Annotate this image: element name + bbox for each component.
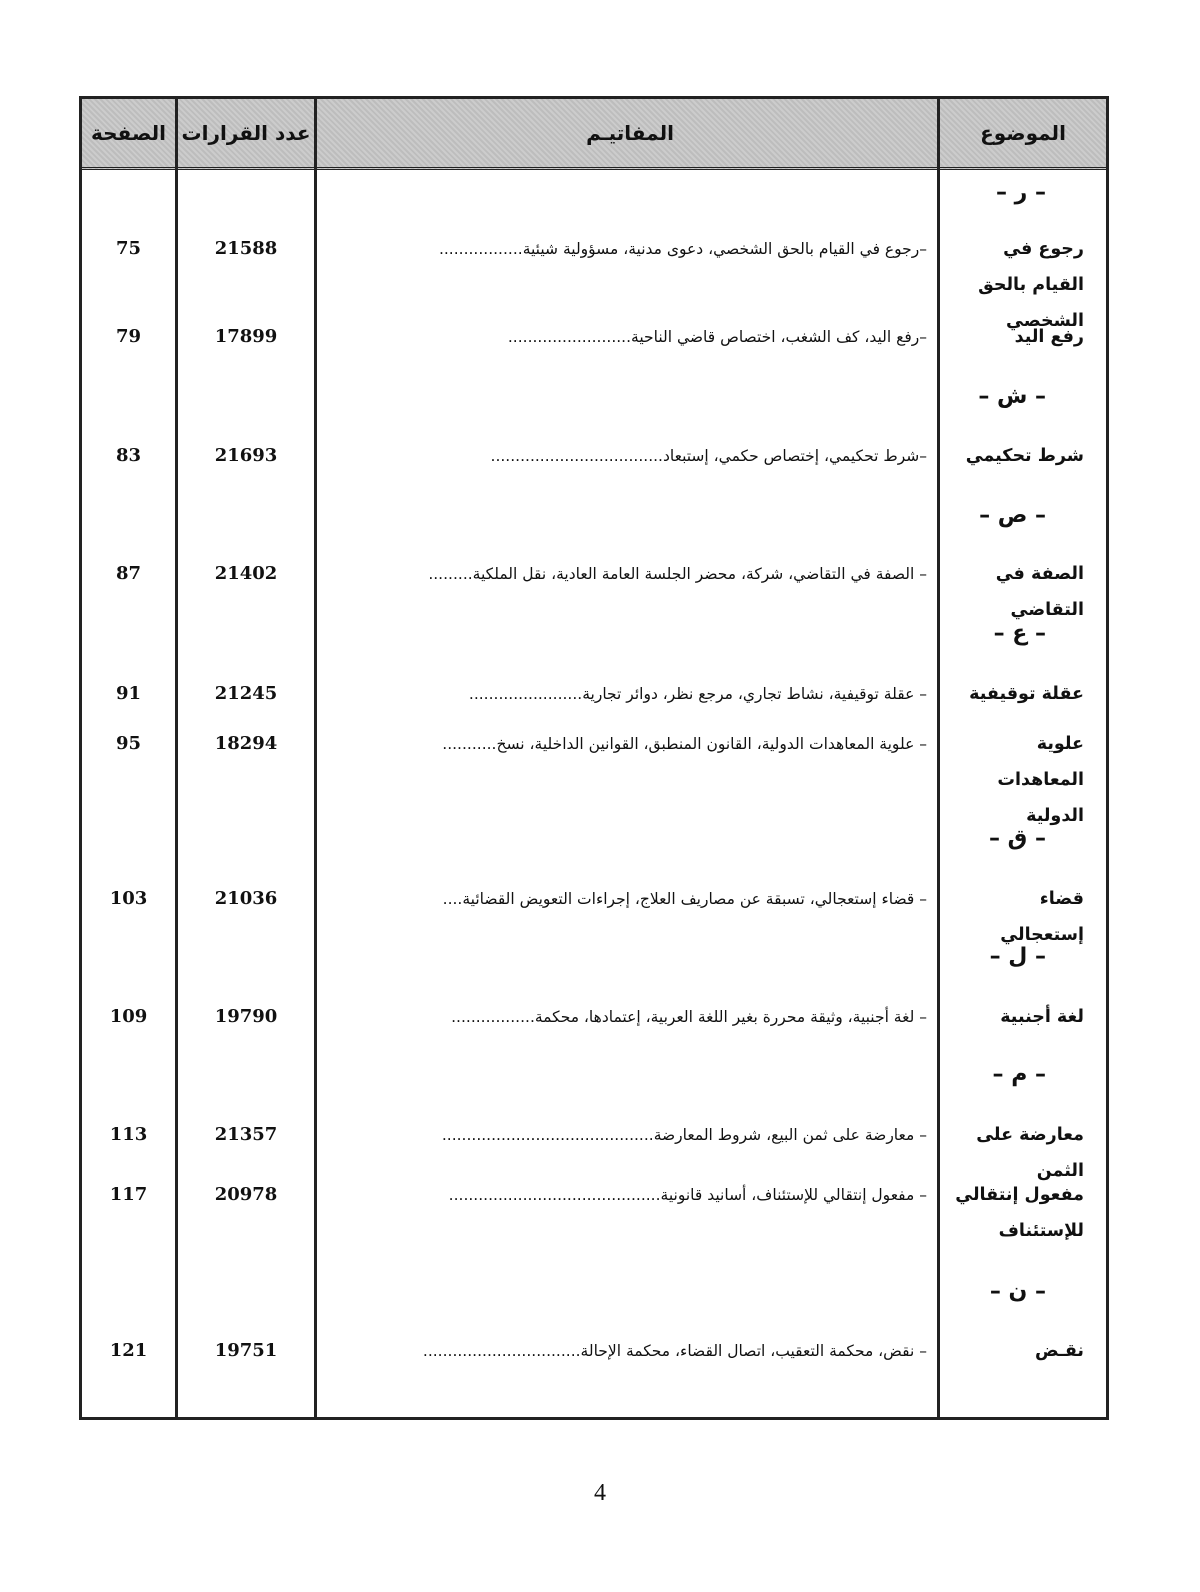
subject-cell: شرط تحكيمي	[965, 446, 1084, 466]
subject-cell: عقلة توقيفية	[969, 684, 1084, 704]
page-cell: 113	[109, 1124, 148, 1145]
subject-cell: رفع اليد	[1014, 327, 1084, 347]
decision-number-cell: 21402	[214, 563, 278, 584]
decision-number-cell: 21588	[214, 238, 278, 259]
decision-number-cell: 19790	[214, 1006, 278, 1027]
page-number: 4	[594, 1480, 606, 1506]
page-cell: 79	[115, 326, 142, 347]
keywords-cell: – قضاء إستعجالي، تسبقة عن مصاريف العلاج، إجراءات التعويض القضائية....	[442, 890, 927, 908]
section-letter: – ع –	[993, 621, 1046, 646]
page-cell: 91	[115, 683, 142, 704]
keywords-cell: – نقض، محكمة التعقيب، اتصال القضاء، محكمة الإحالة................................	[422, 1342, 927, 1360]
page-cell: 109	[109, 1006, 148, 1027]
header-decision-count: عدد القرارات	[181, 121, 311, 145]
table-header	[82, 99, 1106, 170]
table-body	[82, 170, 1106, 1417]
page-cell: 103	[109, 888, 148, 909]
page-cell: 87	[115, 563, 142, 584]
section-letter: – ن –	[989, 1279, 1046, 1304]
keywords-cell: – الصفة في التقاضي، شركة، محضر الجلسة العامة العادية، نقل الملكية.........	[428, 565, 927, 583]
keywords-cell: –رفع اليد، كف الشغب، اختصاص قاضي الناحية.........................	[507, 328, 927, 346]
page-cell: 95	[115, 733, 142, 754]
subject-cell: نقـض	[1034, 1341, 1084, 1361]
decision-number-cell: 17899	[214, 326, 278, 347]
section-letter: – ق –	[989, 826, 1046, 851]
section-letter: – ش –	[978, 384, 1046, 409]
keywords-cell: –رجوع في القيام بالحق الشخصي، دعوى مدنية، مسؤولية شيئية.................	[438, 240, 927, 258]
page-cell: 121	[109, 1340, 148, 1361]
subject-cell: معارضة على الثمن	[976, 1125, 1084, 1181]
header-subject: الموضوع	[980, 121, 1066, 145]
section-letter: – ص –	[979, 503, 1046, 528]
keywords-cell: – عقلة توقيفية، نشاط تجاري، مرجع نظر، دوائر تجارية.......................	[468, 685, 927, 703]
decision-number-cell: 21245	[214, 683, 278, 704]
keywords-cell: –شرط تحكيمي، إختصاص حكمي، إستبعاد...................................	[490, 447, 927, 465]
subject-cell: مفعول إنتقالي للإستئناف	[955, 1185, 1084, 1241]
keywords-cell: – لغة أجنبية، وثيقة محررة بغير اللغة العربية، إعتمادها، محكمة.................	[451, 1008, 927, 1026]
decision-number-cell: 18294	[214, 733, 278, 754]
subject-cell: رجوع في القيام بالحق الشخصي	[978, 239, 1084, 331]
subject-cell: لغة أجنبية	[1000, 1007, 1084, 1027]
page-cell: 83	[115, 445, 142, 466]
section-letter: – م –	[992, 1062, 1046, 1087]
header-page: الصفحة	[91, 121, 167, 145]
subject-cell: علوية المعاهدات الدولية	[997, 734, 1084, 826]
decision-number-cell: 21693	[214, 445, 278, 466]
decision-number-cell: 21357	[214, 1124, 278, 1145]
keywords-cell: – علوية المعاهدات الدولية، القانون المنطبق، القوانين الداخلية، نسخ...........	[442, 735, 927, 753]
subject-cell: قضاء إستعجالي	[1000, 889, 1084, 945]
section-letter: – ر –	[996, 180, 1046, 205]
index-table	[79, 96, 1109, 1420]
decision-number-cell: 20978	[214, 1184, 278, 1205]
keywords-cell: – مفعول إنتقالي للإستئناف، أسانيد قانونية...........................................	[448, 1186, 927, 1204]
decision-number-cell: 19751	[214, 1340, 278, 1361]
section-letter: – ل –	[989, 944, 1046, 969]
header-keywords: المفاتيـم	[586, 121, 674, 145]
decision-number-cell: 21036	[214, 888, 278, 909]
page-cell: 117	[109, 1184, 148, 1205]
page-cell: 75	[115, 238, 142, 259]
subject-cell: الصفة في التقاضي	[995, 564, 1084, 620]
keywords-cell: – معارضة على ثمن البيع، شروط المعارضة...........................................	[441, 1126, 927, 1144]
